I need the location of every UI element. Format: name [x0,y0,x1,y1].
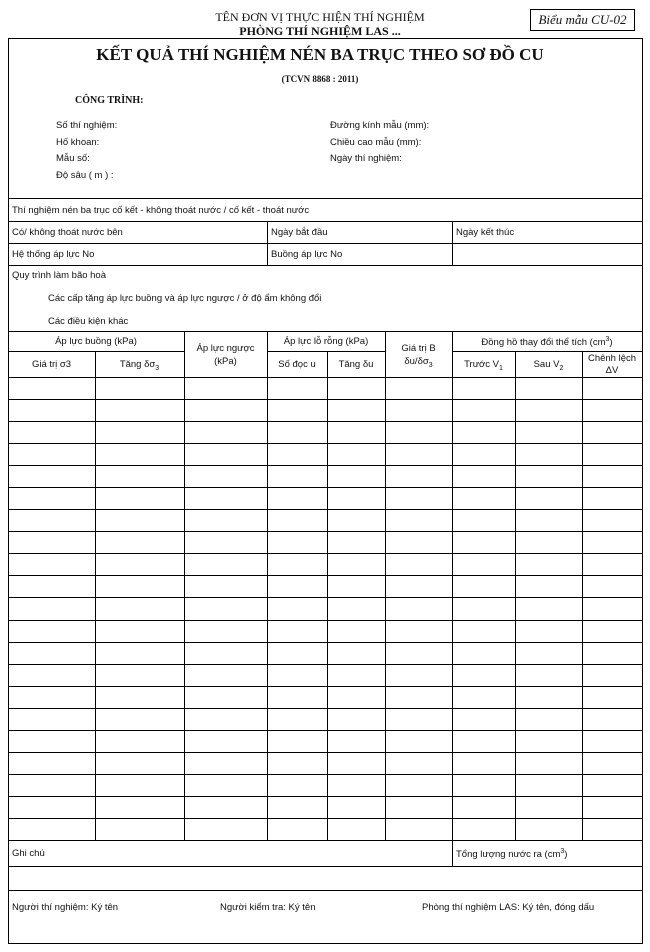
tester-signature-label: Người thí nghiệm: Ký tên [12,902,119,913]
table-row-divider [8,730,642,731]
checker-signature-label: Người kiểm tra: Ký tên [220,902,316,913]
table-row-divider [8,553,642,554]
document-title: KẾT QUẢ THÍ NGHIỆM NÉN BA TRỤC THEO SƠ ĐỒ CU [96,45,544,64]
table-row-divider [8,620,642,621]
u-reading-header: Số đọc u [278,359,316,370]
saturation-procedure-label: Quy trình làm bão hoà [12,270,106,281]
table-row-divider [8,642,642,643]
chamber-pressure-label: Buồng áp lực No [271,249,343,260]
total-water-out-label: Tổng lượng nước ra $(cm^3)$ [456,848,568,861]
lab-signature-label: Phòng thí nghiệm LAS: Ký tên, đóng dấu [422,902,595,913]
table-row-divider [8,796,642,797]
table-row-divider [8,399,642,400]
volume-before-header: Trước $V_1$ [464,359,503,372]
sample-height-label: Chiều cao mẫu (mm): [330,137,422,148]
table-row-divider [8,686,642,687]
end-date-label: Ngày kết thúc [456,227,515,238]
b-value-header: Giá trị B $\delta u/\delta\sigma_3$ [401,343,436,369]
table-row-divider [8,421,642,422]
system-pressure-label: Hệ thống áp lực No [12,249,95,260]
borehole-label: Hố khoan: [56,137,100,148]
sample-diameter-label: Đường kính mẫu (mm): [330,120,430,131]
test-type-title: Thí nghiệm nén ba trục cố kết - không thoát nước / cố kết - thoát nước [12,205,310,216]
table-row-divider [8,708,642,709]
sigma3-increment-header: Tăng $\delta\sigma_3$ [119,359,160,372]
volume-gauge-header: Đồng hồ thay đổi thể tích $(cm^3)$ [481,336,613,349]
chamber-pressure-header: Áp lực buồng (kPa) [55,336,137,347]
table-row-divider [8,575,642,576]
start-date-label: Ngày bắt đầu [271,227,328,238]
form-code-badge: Biểu mẫu CU-02 [530,9,635,31]
table-row-divider [8,509,642,510]
table-row-divider [8,465,642,466]
table-row-divider [8,487,642,488]
u-increment-header: Tăng δu [338,359,374,370]
table-row-divider [8,818,642,819]
lab-name: PHÒNG THÍ NGHIỆM LAS ... [239,24,401,38]
table-row-divider [8,774,642,775]
project-label: CÔNG TRÌNH: [75,95,144,106]
depth-label: Độ sâu ( m ) : [56,170,114,181]
notes-label: Ghi chú [12,848,45,859]
sample-number-label: Mẫu số: [56,153,90,164]
other-conditions-label: Các điều kiện khác [48,316,129,327]
test-date-label: Ngày thí nghiệm: [330,153,402,164]
table-row-divider [8,752,642,753]
table-row-divider [8,597,642,598]
table-row-divider [8,531,642,532]
volume-difference-header: Chênh lệch ΔV [587,353,637,376]
table-row-divider [8,664,642,665]
volume-after-header: Sau $V_2$ [533,359,564,372]
pressure-steps-label: Các cấp tăng áp lực buồng và áp lực ngược / ở độ ẩm không đổi [48,293,322,304]
back-pressure-header: Áp lực ngược (kPa) [196,343,255,367]
table-row-divider [8,443,642,444]
test-number-label: Số thí nghiệm: [56,120,118,131]
sigma3-header: Giá trị σ3 [31,359,72,370]
pore-pressure-header: Áp lực lỗ rỗng (kPa) [283,336,369,347]
standard-reference: (TCVN 8868 : 2011) [281,74,359,84]
organization-name: TÊN ĐƠN VỊ THỰC HIỆN THÍ NGHIỆM [215,10,425,24]
drainage-label: Có/ không thoát nước bên [12,227,123,238]
